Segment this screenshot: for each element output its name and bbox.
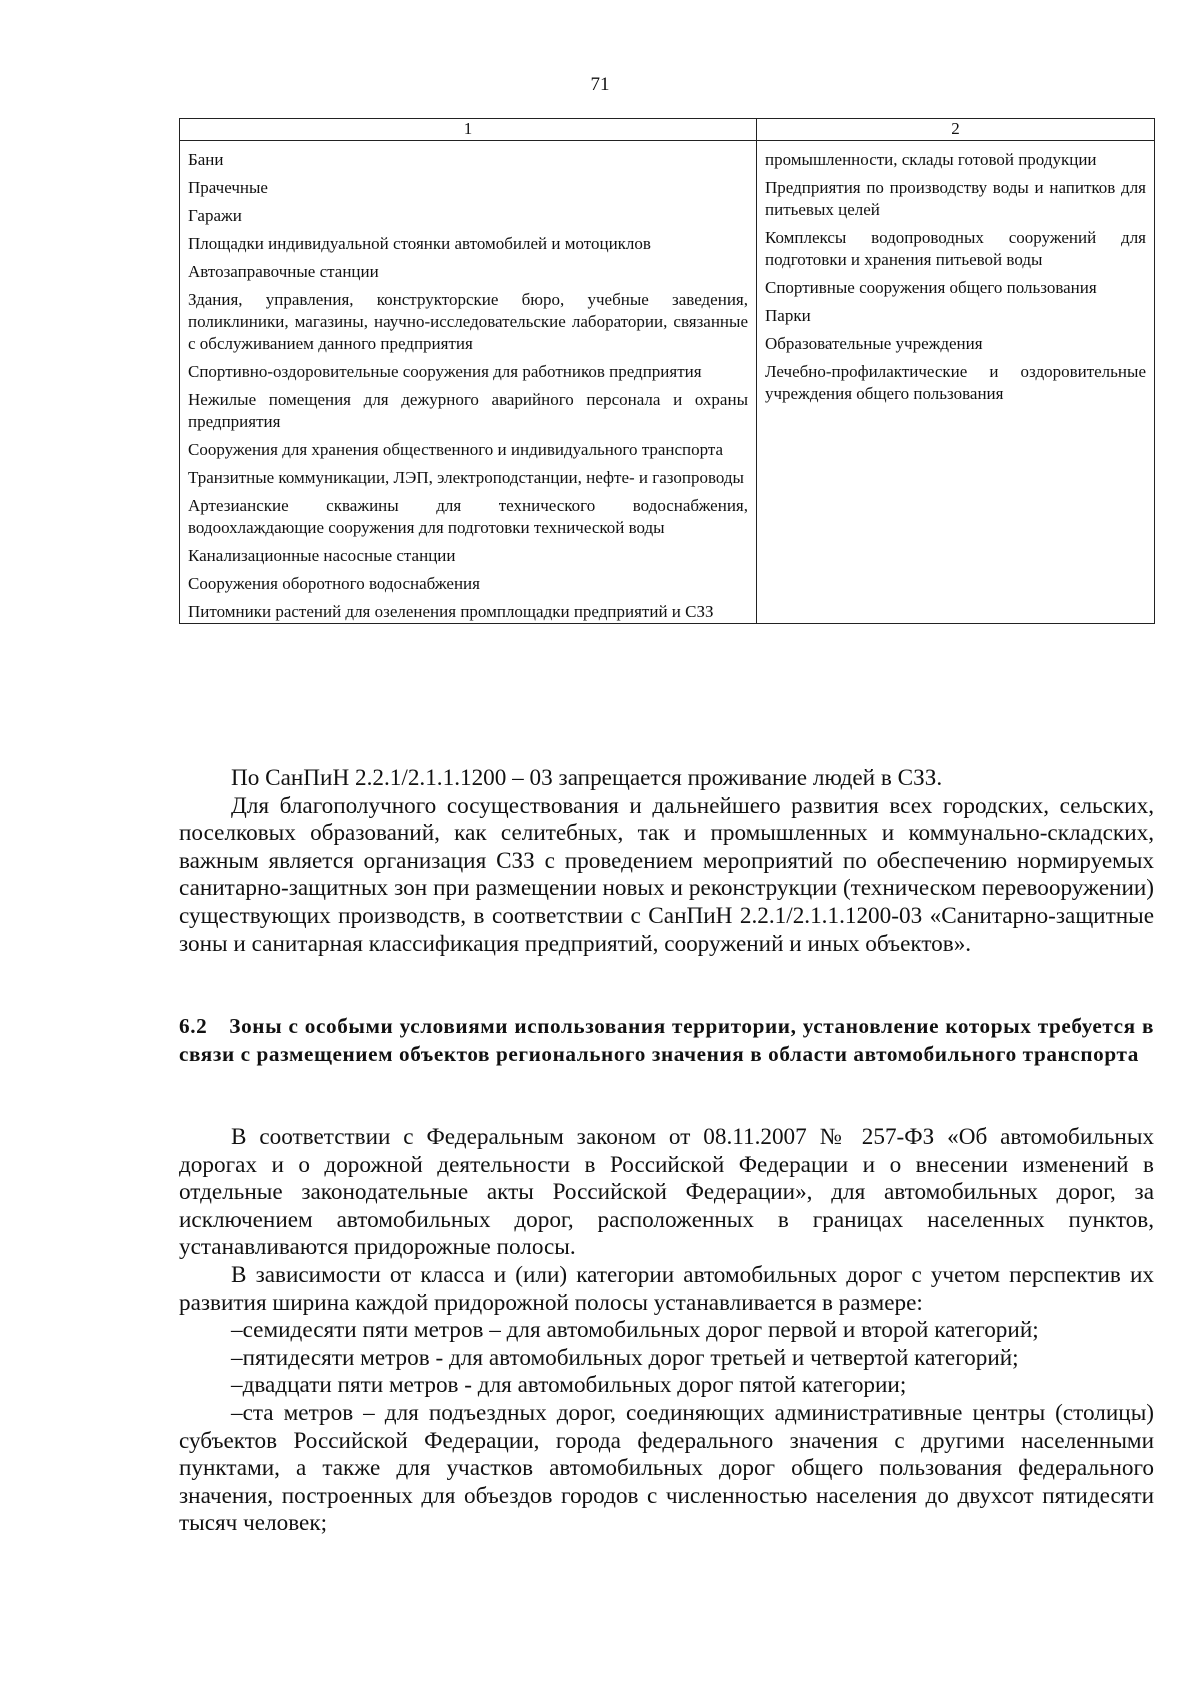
list-item: Лечебно-профилактические и оздоровительные учреждения общего пользования [765,362,1146,403]
list-item: Автозаправочные станции [188,262,379,281]
list-item: Сооружения для хранения общественного и индивидуального транспорта [188,440,724,459]
text-block-bottom [179,1124,1154,1538]
table-cell-right [757,141,1155,624]
list-item: Прачечные [188,178,268,197]
list-item: промышленности, склады готовой продукции [765,150,1097,169]
list-item: –пятидесяти метров - для автомобильных дорог третьей и четвертой категорий; [231,1344,1019,1371]
list-item: Площадки индивидуальной стоянки автомобилей и мотоциклов [188,234,651,253]
list-item: Транзитные коммуникации, ЛЭП, электроподстанции, нефте- и газопроводы [188,468,744,487]
list-item: Сооружения оборотного водоснабжения [188,574,480,593]
table-row [180,141,1155,624]
list-item: Гаражи [188,206,242,225]
paragraph-road-class: В зависимости от класса и (или) категории автомобильных дорог с учетом перспектив их развития ширина каждой придорожной полосы устанавливается в размере: [179,1261,1154,1316]
right-item-list [757,141,1154,405]
table-cell-left [180,141,757,624]
list-item: Комплексы водопроводных сооружений для подготовки и хранения питьевой воды [765,228,1146,269]
list-item: –семидесяти пяти метров – для автомобильных дорог первой и второй категорий; [231,1317,1039,1344]
page-number: 71 [590,74,610,95]
zones-table [179,118,1155,624]
list-item: Парки [765,306,811,325]
paragraph-sanpin: По СанПиН 2.2.1/2.1.1.1200 – 03 запрещается проживание людей в СЗЗ. [231,765,943,791]
list-item: –двадцати пяти метров - для автомобильных дорог пятой категории; [231,1372,907,1399]
list-item: Канализационные насосные станции [188,546,456,565]
section-title: Зоны с особыми условиями использования территории, установление которых требуется в связи с размещением объектов регионального значения в области автомобильного транспорта [179,1014,1154,1066]
list-item: Здания, управления, конструкторские бюро, учебные заведения, поликлиники, магазины, научно-исследовательские лаборатории, связанные с обслуживанием данного предприятия [188,290,748,353]
paragraph-coexistence: Для благополучного сосуществования и дальнейшего развития всех городских, сельских, поселковых образований, как селитебных, так и промышленных и коммунально-складских, важным является организация СЗЗ с проведением мероприятий по обеспечению нормируемых санитарно-защитных зон при размещении новых и реконструкции (техническом перевооружении) существующих производств, в соответствии с СанПиН 2.2.1/2.1.1.1200-03 «Санитарно-защитные зоны и санитарная классификация предприятий, сооружений и иных объектов». [179,792,1154,957]
list-item: Предприятия по производству воды и напитков для питьевых целей [765,178,1146,219]
table-header-col-1: 1 [180,119,757,141]
table-header-row [180,119,1155,141]
left-item-list [180,141,756,623]
paragraph-federal-law: В соответствии с Федеральным законом от 08.11.2007 № 257-ФЗ «Об автомобильных дорогах и о дорожной деятельности в Российской Федерации и о внесении изменений в отдельные законодательные акты Российской Федерации», для автомобильных дорог, за исключением автомобильных дорог, расположенных в границах населенных пунктов, устанавливаются придорожные полосы. [179,1124,1154,1261]
list-item: Артезианские скважины для технического водоснабжения, водоохлаждающие сооружения для подготовки технической воды [188,496,748,537]
list-item: Бани [188,150,224,169]
list-item: Образовательные учреждения [765,334,983,353]
list-item: Нежилые помещения для дежурного аварийного персонала и охраны предприятия [188,390,748,431]
list-item: Спортивно-оздоровительные сооружения для работников предприятия [188,362,702,381]
list-item: Спортивные сооружения общего пользования [765,278,1097,297]
text-block-top [179,765,1154,958]
section-heading [179,1013,1154,1068]
table-header-col-2: 2 [757,119,1155,141]
section-number: 6.2 [179,1014,208,1038]
list-item: Питомники растений для озеленения промплощадки предприятий и СЗЗ [188,602,714,621]
list-item: –ста метров – для подъездных дорог, соединяющих административные центры (столицы) субъектов Российской Федерации, города федерального значения с другими населенными пунктами, а также для участков автомобильных дорог общего пользования федерального значения, построенных для объездов городов с численностью населения до двухсот пятидесяти тысяч человек; [179,1399,1154,1537]
